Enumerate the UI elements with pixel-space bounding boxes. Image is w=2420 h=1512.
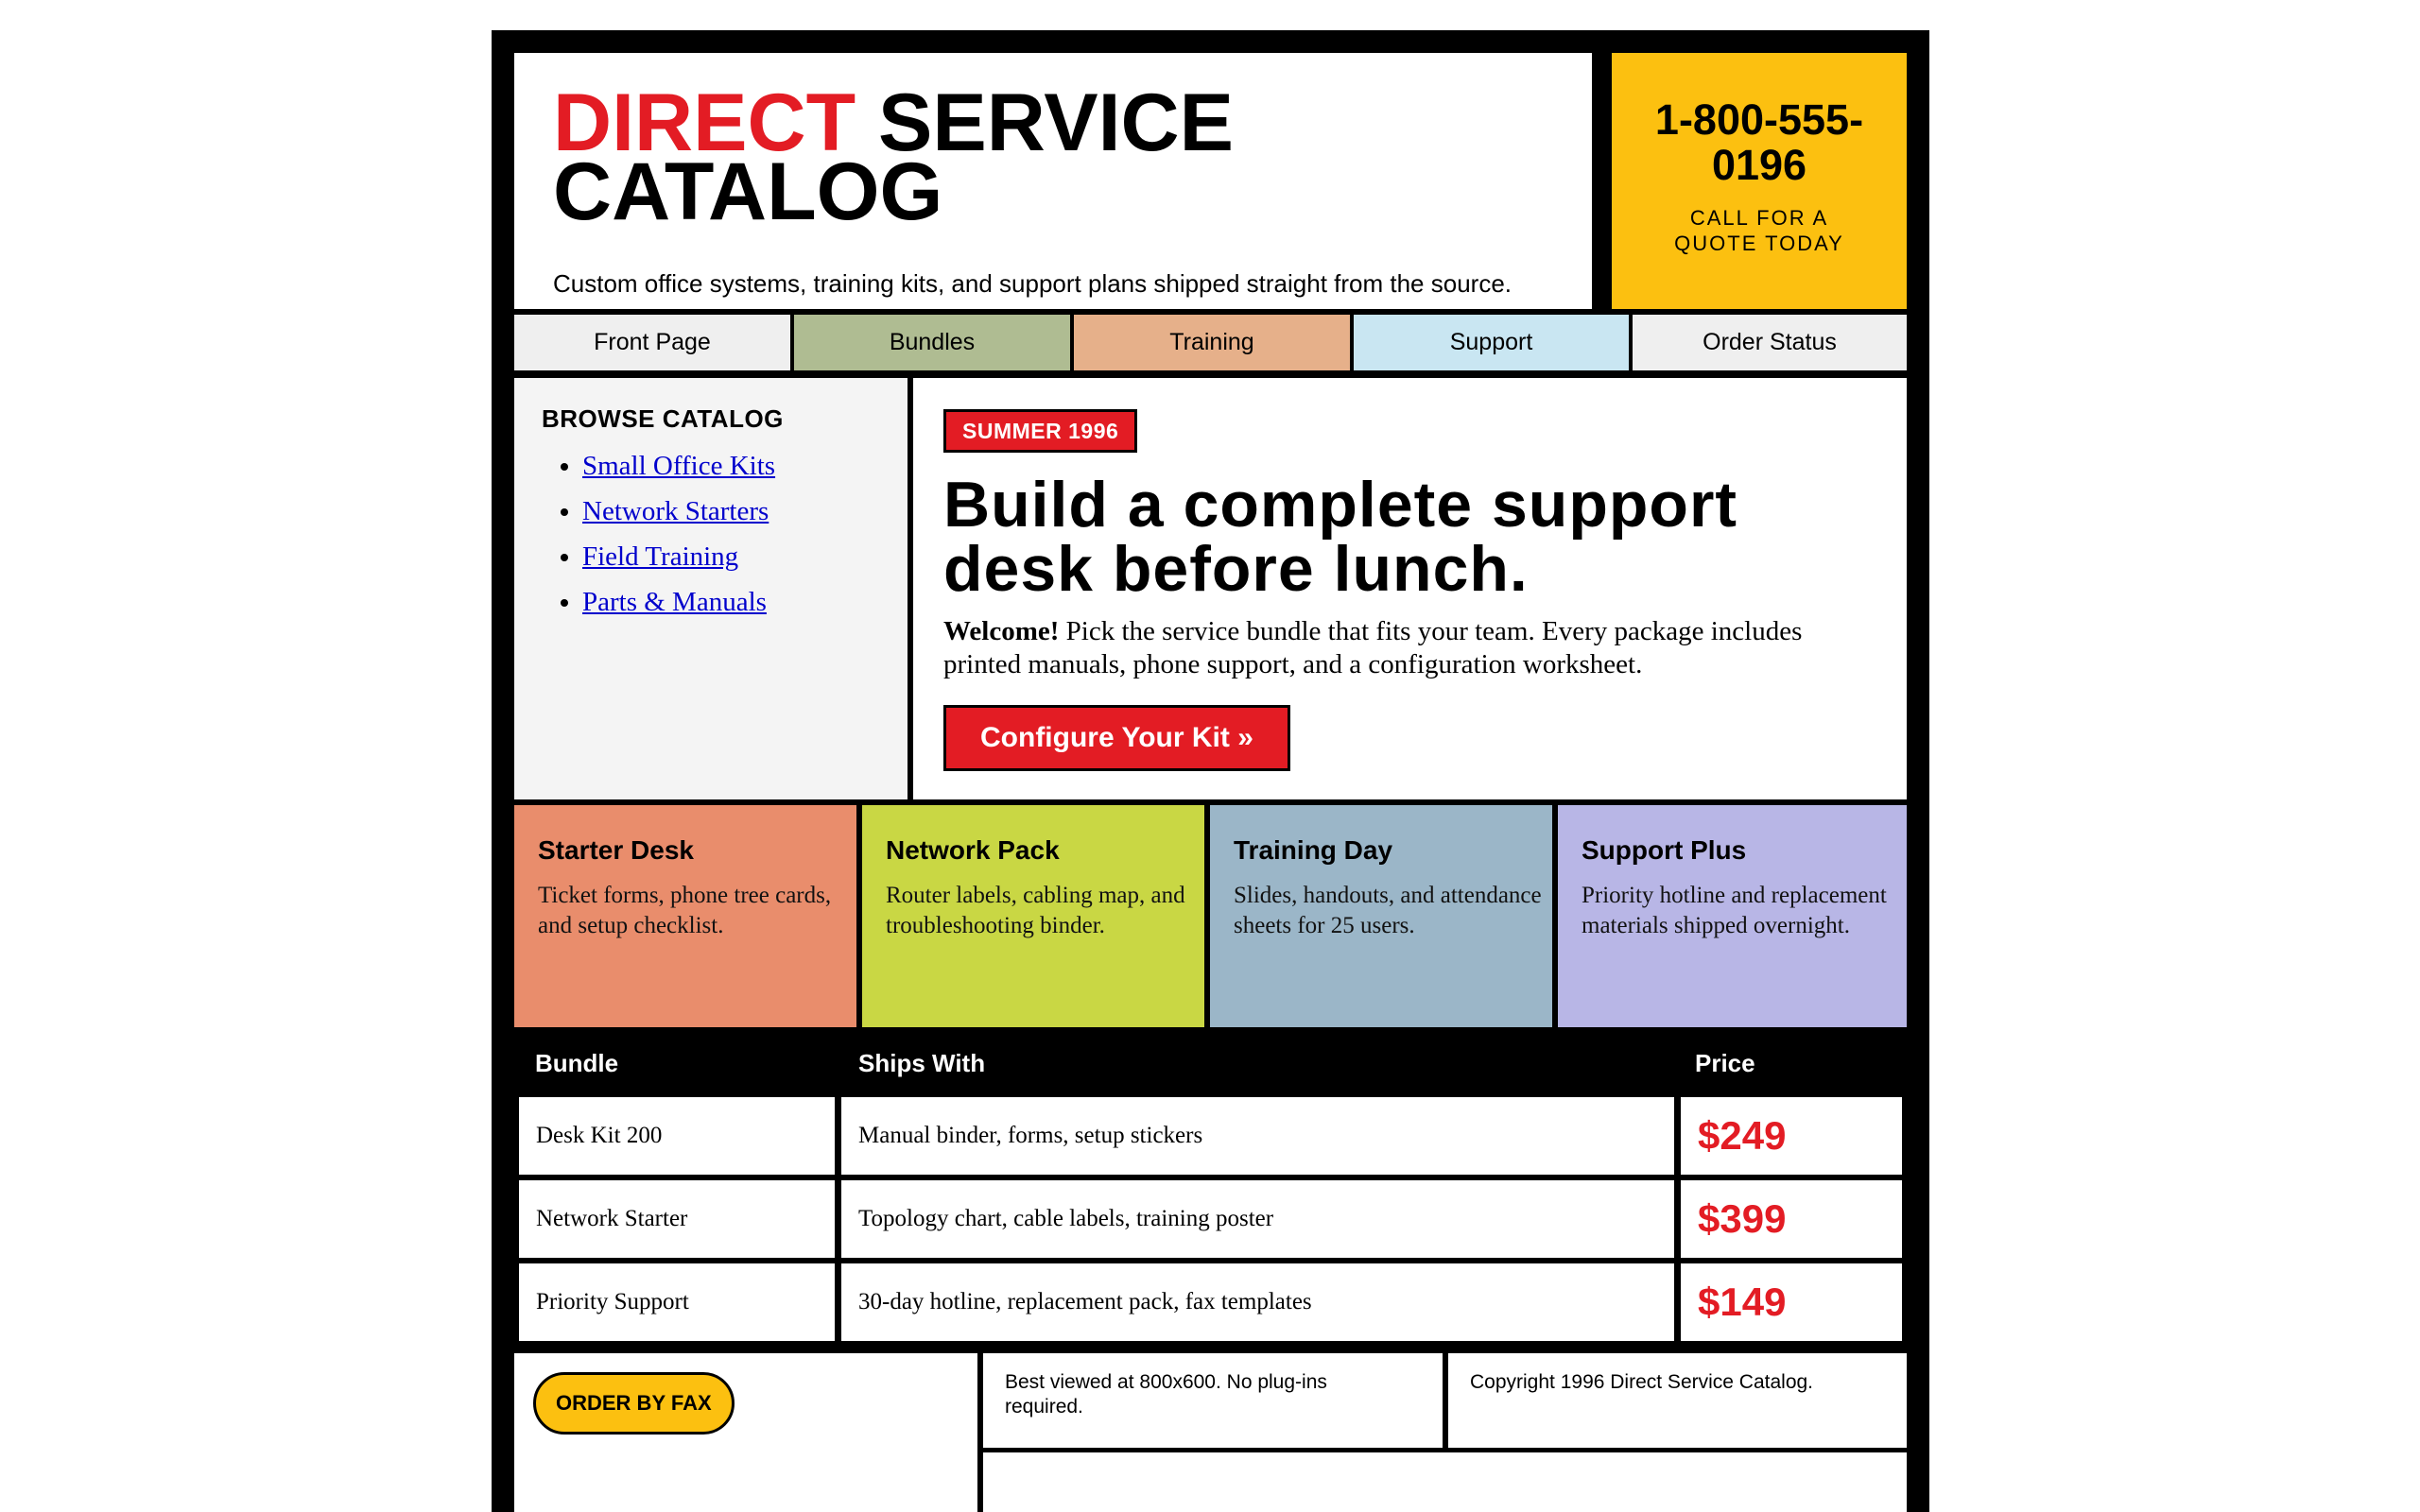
table-header-price: Price [1695,1049,1755,1077]
list-item [582,582,775,627]
browser-note: Best viewed at 800x600. No plug-ins required. [1005,1371,1327,1418]
table-cell-ships-with: Manual binder, forms, setup stickers [841,1097,1674,1175]
table-cell-price: $249 [1681,1097,1902,1175]
table-cell-bundle: Desk Kit 200 [519,1097,835,1175]
copyright-text: Copyright 1996 Direct Service Catalog. [1470,1371,1814,1393]
call-for-quote-text: CALL FOR A QUOTE TODAY [1674,206,1844,255]
card-title: Starter Desk [538,835,694,865]
link-field-training[interactable]: Field Training [582,541,739,572]
order-by-fax-button[interactable]: ORDER BY FAX [533,1372,735,1435]
card-title: Support Plus [1582,835,1747,865]
welcome-text: Welcome! [943,616,1060,646]
sidebar [514,378,908,799]
table-cell-price: $399 [1681,1180,1902,1258]
table-cell-price: $149 [1681,1263,1902,1341]
tagline: Custom office systems, training kits, and support plans shipped straight from the source. [553,269,1512,298]
table-header-bundle: Bundle [535,1049,619,1077]
browse-catalog-heading: BROWSE CATALOG [542,404,784,433]
nav-order-status[interactable]: Order Status [1633,315,1907,370]
call-box [1612,53,1907,309]
link-parts-manuals[interactable]: Parts & Manuals [582,587,767,617]
table-cell-bundle: Priority Support [519,1263,835,1341]
brand-title-red: DIRECT [553,77,856,168]
table-header-ships-with: Ships With [858,1049,986,1077]
nav-bundles[interactable]: Bundles [794,315,1070,370]
hero-headline: Build a complete support desk before lunch. [943,469,1738,605]
list-item [582,446,775,491]
link-small-office-kits[interactable]: Small Office Kits [582,451,776,481]
footer-middle [983,1353,1443,1448]
brand-title [553,77,1235,237]
table-cell-bundle: Network Starter [519,1180,835,1258]
brand-title-service: SERVICE [878,77,1235,168]
site-header [514,53,1592,309]
configure-kit-button[interactable]: Configure Your Kit » [943,705,1290,771]
hero-body [943,615,1879,681]
card-description: Router labels, cabling map, and troubleshooting binder. [886,883,1185,938]
card-description: Ticket forms, phone tree cards, and setup checklist. [538,883,832,938]
footer-right [1448,1353,1907,1448]
table-cell-ships-with: Topology chart, cable labels, training poster [841,1180,1674,1258]
card-training-day [1210,805,1552,1027]
browse-catalog-list [548,446,775,627]
card-network-pack [862,805,1204,1027]
brand-title-catalog: CATALOG [553,146,943,237]
nav-front-page[interactable]: Front Page [514,315,790,370]
card-description: Slides, handouts, and attendance sheets for 25 users. [1234,883,1542,938]
card-description: Priority hotline and replacement materials shipped overnight. [1582,883,1887,938]
hero-body-text: Pick the service bundle that fits your team. Every package includes printed manuals, phone support, and a configuration worksheet. [943,616,1803,679]
card-title: Network Pack [886,835,1060,865]
page-frame [492,30,1929,1512]
card-title: Training Day [1234,835,1393,865]
list-item [582,491,775,537]
phone-number: 1-800-555-0196 [1654,95,1864,189]
list-item [582,537,775,582]
card-support-plus [1558,805,1907,1027]
season-badge: SUMMER 1996 [943,409,1137,453]
nav-support[interactable]: Support [1354,315,1629,370]
table-cell-ships-with: 30-day hotline, replacement pack, fax templates [841,1263,1674,1341]
hero-section [913,378,1907,799]
card-starter-desk [514,805,856,1027]
footer-bottom [983,1452,1907,1512]
footer-left [514,1353,977,1512]
link-network-starters[interactable]: Network Starters [582,496,769,526]
nav-training[interactable]: Training [1074,315,1350,370]
